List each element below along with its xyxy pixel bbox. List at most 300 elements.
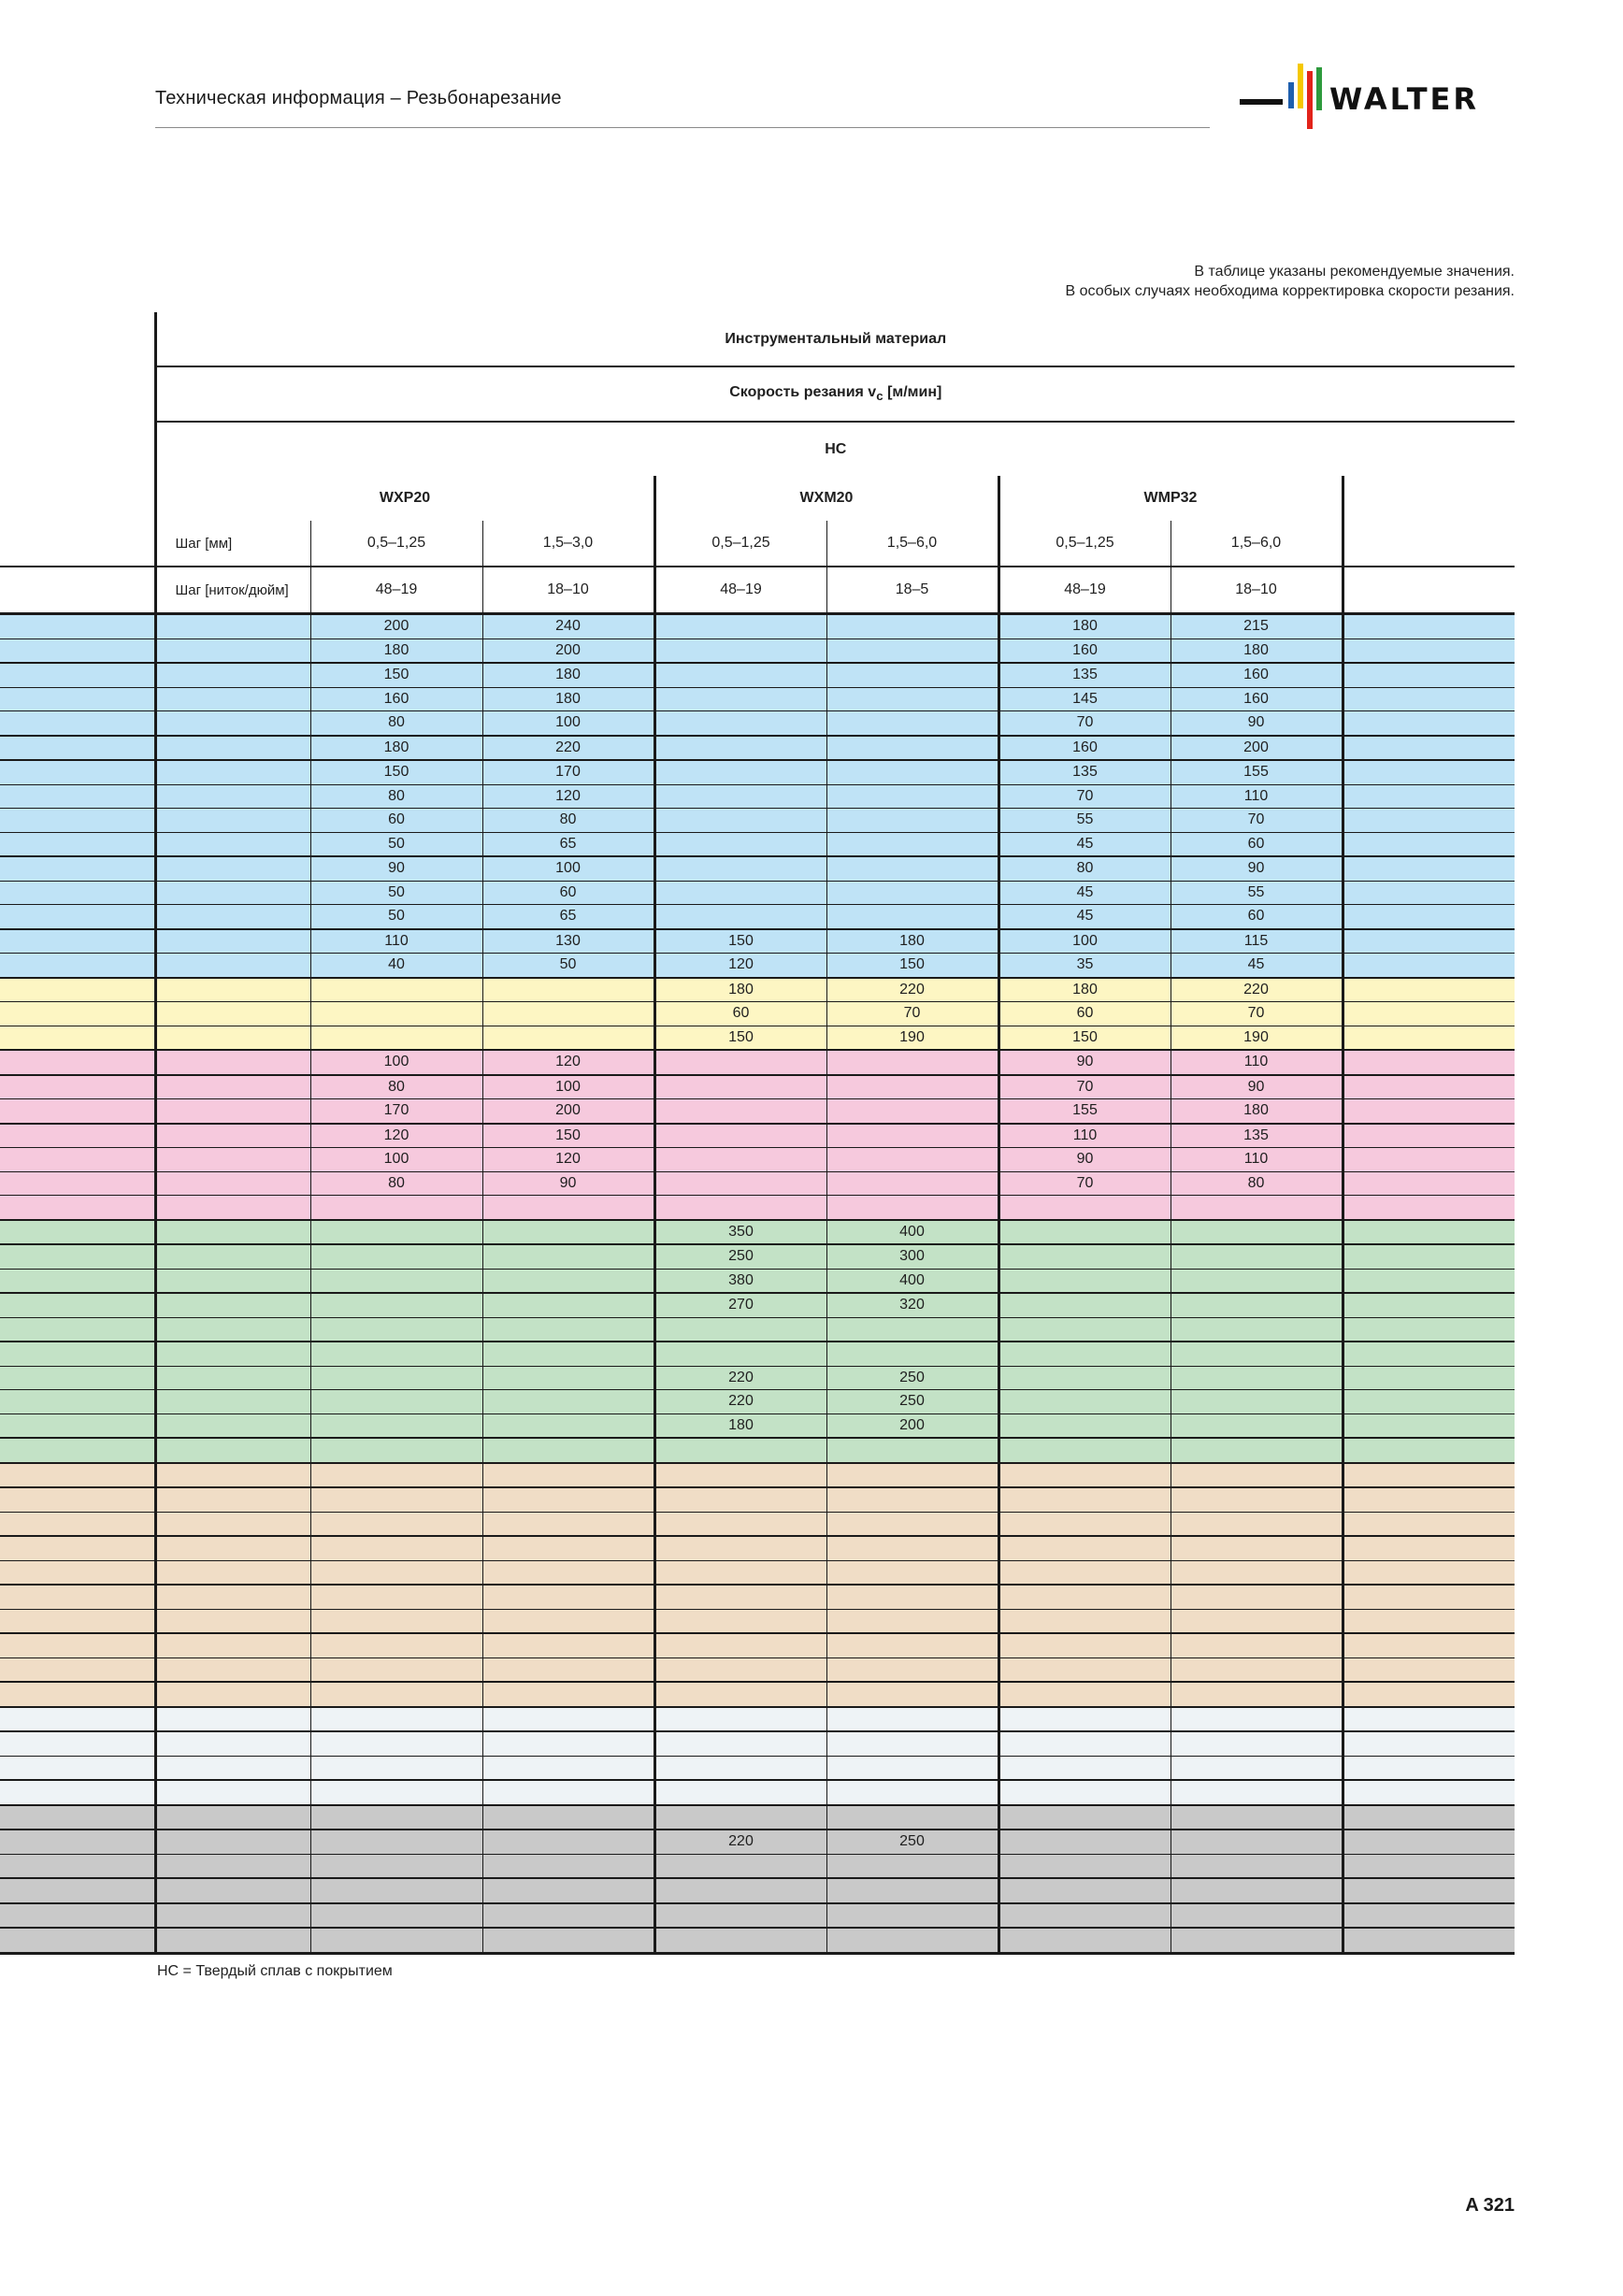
- table-row: [0, 1585, 1515, 1609]
- speed-cell: [654, 1780, 826, 1805]
- extra-cell: [1343, 1171, 1515, 1196]
- speed-cell: 170: [482, 760, 654, 784]
- extra-cell: [1343, 1854, 1515, 1878]
- description-cell: [155, 1463, 310, 1488]
- table-row: [0, 1293, 1515, 1317]
- recommendation-note: [1066, 262, 1515, 301]
- speed-cell: [654, 736, 826, 761]
- speed-cell: [1171, 1731, 1343, 1756]
- speed-cell: [482, 1585, 654, 1609]
- cutting-speed-table: [0, 312, 1515, 1955]
- grade-wmp32: WMP32: [998, 476, 1343, 521]
- material-cell: [0, 1854, 155, 1878]
- speed-cell: 100: [998, 929, 1171, 954]
- speed-cell: [482, 1707, 654, 1732]
- speed-cell: [826, 1342, 998, 1366]
- speed-cell: [654, 1731, 826, 1756]
- material-cell: [0, 736, 155, 761]
- speed-cell: 80: [1171, 1171, 1343, 1196]
- description-cell: [155, 1707, 310, 1732]
- description-cell: [155, 1438, 310, 1463]
- table-row: [0, 881, 1515, 905]
- table-row: [0, 1560, 1515, 1585]
- extra-cell: [1343, 639, 1515, 663]
- speed-cell: [310, 1707, 482, 1732]
- description-cell: [155, 1780, 310, 1805]
- speed-cell: [482, 1244, 654, 1269]
- speed-cell: [998, 1928, 1171, 1953]
- speed-cell: [998, 1317, 1171, 1342]
- speed-cell: [998, 1196, 1171, 1220]
- description-cell: [155, 856, 310, 881]
- speed-cell: 50: [310, 832, 482, 856]
- speed-cell: [826, 1854, 998, 1878]
- material-cell: [0, 1438, 155, 1463]
- table-row: [0, 1682, 1515, 1707]
- speed-cell: [310, 1560, 482, 1585]
- speed-cell: [826, 1560, 998, 1585]
- extra-cell: [1343, 1002, 1515, 1026]
- extra-cell: [1343, 1536, 1515, 1560]
- speed-cell: 180: [998, 614, 1171, 639]
- material-cell: [0, 1903, 155, 1929]
- speed-cell: [826, 1438, 998, 1463]
- speed-cell: [826, 711, 998, 736]
- speed-cell: [998, 1731, 1171, 1756]
- material-cell: [0, 1196, 155, 1220]
- description-cell: [155, 1560, 310, 1585]
- speed-cell: [826, 1682, 998, 1707]
- speed-cell: [654, 711, 826, 736]
- speed-cell: [482, 1512, 654, 1536]
- speed-cell: [826, 1536, 998, 1560]
- speed-cell: 240: [482, 614, 654, 639]
- table-row: [0, 1366, 1515, 1390]
- speed-cell: 120: [482, 784, 654, 809]
- speed-cell: 70: [1171, 1002, 1343, 1026]
- speed-cell: [654, 1512, 826, 1536]
- speed-cell: [310, 1585, 482, 1609]
- description-cell: [155, 954, 310, 978]
- speed-cell: [310, 1026, 482, 1050]
- speed-cell: [310, 1438, 482, 1463]
- material-cell: [0, 1560, 155, 1585]
- speed-cell: [1171, 1657, 1343, 1682]
- speed-cell: [998, 1780, 1171, 1805]
- speed-cell: 200: [1171, 736, 1343, 761]
- table-row: [0, 1854, 1515, 1878]
- speed-cell: [654, 1657, 826, 1682]
- extra-cell: [1343, 1633, 1515, 1657]
- speed-cell: 110: [1171, 784, 1343, 809]
- speed-cell: [482, 1536, 654, 1560]
- description-cell: [155, 1903, 310, 1929]
- speed-cell: [310, 1244, 482, 1269]
- extra-cell: [1343, 1657, 1515, 1682]
- material-cell: [0, 1244, 155, 1269]
- material-cell: [0, 881, 155, 905]
- extra-cell: [1343, 1903, 1515, 1929]
- speed-cell: 400: [826, 1269, 998, 1293]
- speed-cell: 155: [1171, 760, 1343, 784]
- extra-cell: [1343, 1780, 1515, 1805]
- speed-cell: 220: [654, 1830, 826, 1854]
- speed-cell: [310, 1878, 482, 1903]
- speed-cell: [1171, 1609, 1343, 1633]
- speed-cell: 100: [482, 711, 654, 736]
- speed-cell: 60: [310, 809, 482, 833]
- speed-cell: [310, 1196, 482, 1220]
- speed-cell: [482, 1342, 654, 1366]
- cutting-speed-label: Скорость резания $v_c$ [м/мин]: [155, 366, 1515, 422]
- speed-cell: [826, 687, 998, 711]
- speed-cell: [482, 1390, 654, 1414]
- extra-cell: [1343, 1707, 1515, 1732]
- table-row: [0, 954, 1515, 978]
- material-cell: [0, 1780, 155, 1805]
- speed-cell: 220: [654, 1366, 826, 1390]
- speed-cell: [310, 1269, 482, 1293]
- speed-cell: 180: [654, 978, 826, 1002]
- speed-cell: [998, 1707, 1171, 1732]
- material-cell: [0, 1731, 155, 1756]
- extra-cell: [1343, 1269, 1515, 1293]
- description-cell: [155, 978, 310, 1002]
- page-number: A 321: [1465, 2195, 1515, 2216]
- material-cell: [0, 1099, 155, 1124]
- description-cell: [155, 905, 310, 929]
- speed-cell: [482, 1366, 654, 1390]
- description-cell: [155, 1657, 310, 1682]
- speed-cell: [1171, 1366, 1343, 1390]
- speed-cell: [654, 1487, 826, 1512]
- speed-cell: 220: [482, 736, 654, 761]
- material-cell: [0, 1413, 155, 1438]
- speed-cell: 200: [482, 1099, 654, 1124]
- speed-cell: [482, 1780, 654, 1805]
- speed-cell: 45: [998, 832, 1171, 856]
- speed-cell: [482, 1317, 654, 1342]
- speed-cell: [998, 1854, 1171, 1878]
- speed-cell: [826, 809, 998, 833]
- description-cell: [155, 614, 310, 639]
- speed-cell: [310, 1731, 482, 1756]
- material-cell: [0, 1171, 155, 1196]
- speed-cell: [1171, 1585, 1343, 1609]
- description-cell: [155, 1124, 310, 1148]
- speed-cell: [1171, 1830, 1343, 1854]
- description-cell: [155, 1269, 310, 1293]
- speed-cell: [826, 784, 998, 809]
- speed-cell: 150: [826, 954, 998, 978]
- pitch-tpi-label: Шаг [ниток/дюйм]: [155, 567, 310, 614]
- speed-cell: 60: [1171, 832, 1343, 856]
- speed-cell: 110: [1171, 1148, 1343, 1172]
- description-cell: [155, 1002, 310, 1026]
- description-cell: [155, 1928, 310, 1953]
- pitch-mm-cell: 0,5–1,25: [310, 521, 482, 567]
- pitch-tpi-cell: 48–19: [310, 567, 482, 614]
- speed-cell: [654, 1585, 826, 1609]
- material-cell: [0, 1463, 155, 1488]
- description-cell: [155, 1830, 310, 1854]
- material-cell: [0, 1657, 155, 1682]
- speed-cell: [482, 1878, 654, 1903]
- speed-cell: [998, 1269, 1171, 1293]
- speed-cell: [1171, 1390, 1343, 1414]
- description-cell: [155, 639, 310, 663]
- table-row: [0, 832, 1515, 856]
- speed-cell: 155: [998, 1099, 1171, 1124]
- pitch-mm-cell: 1,5–6,0: [826, 521, 998, 567]
- speed-cell: 180: [826, 929, 998, 954]
- page-header-title: Техническая информация – Резьбонарезание: [155, 88, 562, 108]
- speed-cell: 250: [826, 1366, 998, 1390]
- speed-cell: [998, 1830, 1171, 1854]
- material-cell: [0, 614, 155, 639]
- extra-cell: [1343, 856, 1515, 881]
- speed-cell: [654, 1682, 826, 1707]
- material-cell: [0, 929, 155, 954]
- description-cell: [155, 1366, 310, 1390]
- speed-cell: [482, 1609, 654, 1633]
- speed-cell: [998, 1585, 1171, 1609]
- description-cell: [155, 1317, 310, 1342]
- speed-cell: 135: [998, 760, 1171, 784]
- speed-cell: 55: [998, 809, 1171, 833]
- material-cell: [0, 1075, 155, 1099]
- extra-cell: [1343, 1463, 1515, 1488]
- material-cell: [0, 760, 155, 784]
- speed-cell: [826, 1075, 998, 1099]
- speed-cell: [1171, 1878, 1343, 1903]
- speed-cell: 45: [998, 881, 1171, 905]
- speed-cell: 70: [998, 1075, 1171, 1099]
- speed-cell: 90: [1171, 711, 1343, 736]
- speed-cell: [482, 1002, 654, 1026]
- extra-cell: [1343, 687, 1515, 711]
- extra-cell: [1343, 1413, 1515, 1438]
- extra-cell: [1343, 1220, 1515, 1245]
- material-cell: [0, 1002, 155, 1026]
- speed-cell: 170: [310, 1099, 482, 1124]
- speed-cell: 50: [310, 881, 482, 905]
- speed-cell: [654, 1099, 826, 1124]
- table-row: [0, 1903, 1515, 1929]
- speed-cell: [482, 1633, 654, 1657]
- speed-cell: 180: [310, 639, 482, 663]
- speed-cell: [482, 1438, 654, 1463]
- footnote: HC = Твердый сплав с покрытием: [157, 1963, 393, 1979]
- speed-cell: [482, 1463, 654, 1488]
- speed-cell: 110: [1171, 1050, 1343, 1075]
- speed-cell: [998, 1878, 1171, 1903]
- table-row: [0, 1026, 1515, 1050]
- description-cell: [155, 832, 310, 856]
- speed-cell: [998, 1487, 1171, 1512]
- table-row: [0, 736, 1515, 761]
- note-line-1: В таблице указаны рекомендуемые значения.: [1194, 264, 1515, 280]
- speed-cell: 160: [1171, 687, 1343, 711]
- description-cell: [155, 1099, 310, 1124]
- material-cell: [0, 1707, 155, 1732]
- speed-cell: [1171, 1854, 1343, 1878]
- extra-cell: [1343, 1512, 1515, 1536]
- description-cell: [155, 1171, 310, 1196]
- speed-cell: [826, 1928, 998, 1953]
- speed-cell: [654, 1075, 826, 1099]
- speed-cell: 80: [310, 1171, 482, 1196]
- speed-cell: [998, 1390, 1171, 1414]
- speed-cell: 120: [310, 1124, 482, 1148]
- speed-cell: [1171, 1512, 1343, 1536]
- table-row: [0, 1657, 1515, 1682]
- extra-cell: [1343, 1244, 1515, 1269]
- material-cell: [0, 1293, 155, 1317]
- extra-cell: [1343, 1148, 1515, 1172]
- speed-cell: [310, 1805, 482, 1830]
- material-cell: [0, 1682, 155, 1707]
- speed-cell: [998, 1657, 1171, 1682]
- speed-cell: 80: [998, 856, 1171, 881]
- material-cell: [0, 1366, 155, 1390]
- speed-cell: [310, 1830, 482, 1854]
- speed-cell: 40: [310, 954, 482, 978]
- speed-cell: 150: [310, 663, 482, 687]
- table-row: [0, 1075, 1515, 1099]
- cutting-speed-table-wrap: [0, 312, 1515, 1955]
- speed-cell: 180: [1171, 639, 1343, 663]
- extra-cell: [1343, 1342, 1515, 1366]
- speed-cell: 220: [1171, 978, 1343, 1002]
- speed-cell: [482, 1220, 654, 1245]
- material-cell: [0, 1633, 155, 1657]
- extra-cell: [1343, 905, 1515, 929]
- material-cell: [0, 1928, 155, 1953]
- description-cell: [155, 1854, 310, 1878]
- description-cell: [155, 1342, 310, 1366]
- table-row: [0, 1463, 1515, 1488]
- table-row: [0, 1099, 1515, 1124]
- speed-cell: 190: [826, 1026, 998, 1050]
- material-cell: [0, 663, 155, 687]
- table-row: [0, 1512, 1515, 1536]
- speed-cell: 190: [1171, 1026, 1343, 1050]
- extra-cell: [1343, 1196, 1515, 1220]
- description-cell: [155, 1050, 310, 1075]
- table-row: [0, 1756, 1515, 1780]
- table-row: [0, 1805, 1515, 1830]
- speed-cell: [826, 614, 998, 639]
- speed-cell: [654, 1050, 826, 1075]
- speed-cell: 80: [310, 784, 482, 809]
- speed-cell: 380: [654, 1269, 826, 1293]
- speed-cell: [826, 1633, 998, 1657]
- speed-cell: [1171, 1413, 1343, 1438]
- speed-cell: [1171, 1903, 1343, 1929]
- table-row: [0, 929, 1515, 954]
- material-cell: [0, 1585, 155, 1609]
- speed-cell: [1171, 1756, 1343, 1780]
- table-row: [0, 1609, 1515, 1633]
- description-cell: [155, 929, 310, 954]
- speed-cell: 180: [310, 736, 482, 761]
- speed-cell: [998, 1609, 1171, 1633]
- extra-cell: [1343, 1487, 1515, 1512]
- speed-cell: [654, 905, 826, 929]
- speed-cell: [654, 1536, 826, 1560]
- speed-cell: 130: [482, 929, 654, 954]
- table-row: [0, 1196, 1515, 1220]
- description-cell: [155, 711, 310, 736]
- grade-wxm20: WXM20: [654, 476, 998, 521]
- material-cell: [0, 1342, 155, 1366]
- speed-cell: 80: [482, 809, 654, 833]
- speed-cell: 50: [482, 954, 654, 978]
- speed-cell: [1171, 1463, 1343, 1488]
- speed-cell: [1171, 1928, 1343, 1953]
- description-cell: [155, 1878, 310, 1903]
- description-cell: [155, 1390, 310, 1414]
- speed-cell: 250: [654, 1244, 826, 1269]
- extra-cell: [1343, 832, 1515, 856]
- speed-cell: [1171, 1244, 1343, 1269]
- extra-cell: [1343, 1026, 1515, 1050]
- speed-cell: [826, 1903, 998, 1929]
- table-row: [0, 1050, 1515, 1075]
- speed-cell: 50: [310, 905, 482, 929]
- logo-stripe-yellow: [1298, 64, 1303, 108]
- pitch-mm-cell: 0,5–1,25: [654, 521, 826, 567]
- table-row: [0, 809, 1515, 833]
- extra-cell: [1343, 1390, 1515, 1414]
- table-row: [0, 1220, 1515, 1245]
- material-cell: [0, 1805, 155, 1830]
- description-cell: [155, 1413, 310, 1438]
- speed-cell: [654, 1805, 826, 1830]
- description-cell: [155, 1682, 310, 1707]
- table-row: [0, 687, 1515, 711]
- speed-cell: 90: [998, 1050, 1171, 1075]
- speed-cell: 110: [998, 1124, 1171, 1148]
- speed-cell: 60: [654, 1002, 826, 1026]
- speed-cell: [654, 1463, 826, 1488]
- speed-cell: [310, 1657, 482, 1682]
- speed-cell: [654, 639, 826, 663]
- material-cell: [0, 1487, 155, 1512]
- speed-cell: [654, 1317, 826, 1342]
- pitch-mm-cell: 1,5–6,0: [1171, 521, 1343, 567]
- speed-cell: [654, 1124, 826, 1148]
- description-cell: [155, 784, 310, 809]
- material-cell: [0, 1830, 155, 1854]
- speed-cell: [1171, 1536, 1343, 1560]
- extra-cell: [1343, 978, 1515, 1002]
- speed-cell: [826, 1585, 998, 1609]
- speed-cell: [654, 784, 826, 809]
- speed-cell: [482, 1756, 654, 1780]
- speed-cell: [654, 1854, 826, 1878]
- speed-cell: [826, 905, 998, 929]
- table-row: [0, 639, 1515, 663]
- extra-cell: [1343, 760, 1515, 784]
- material-cell: [0, 1148, 155, 1172]
- speed-cell: [998, 1463, 1171, 1488]
- table-row: [0, 1438, 1515, 1463]
- speed-cell: [826, 1805, 998, 1830]
- speed-cell: 110: [310, 929, 482, 954]
- speed-cell: 160: [1171, 663, 1343, 687]
